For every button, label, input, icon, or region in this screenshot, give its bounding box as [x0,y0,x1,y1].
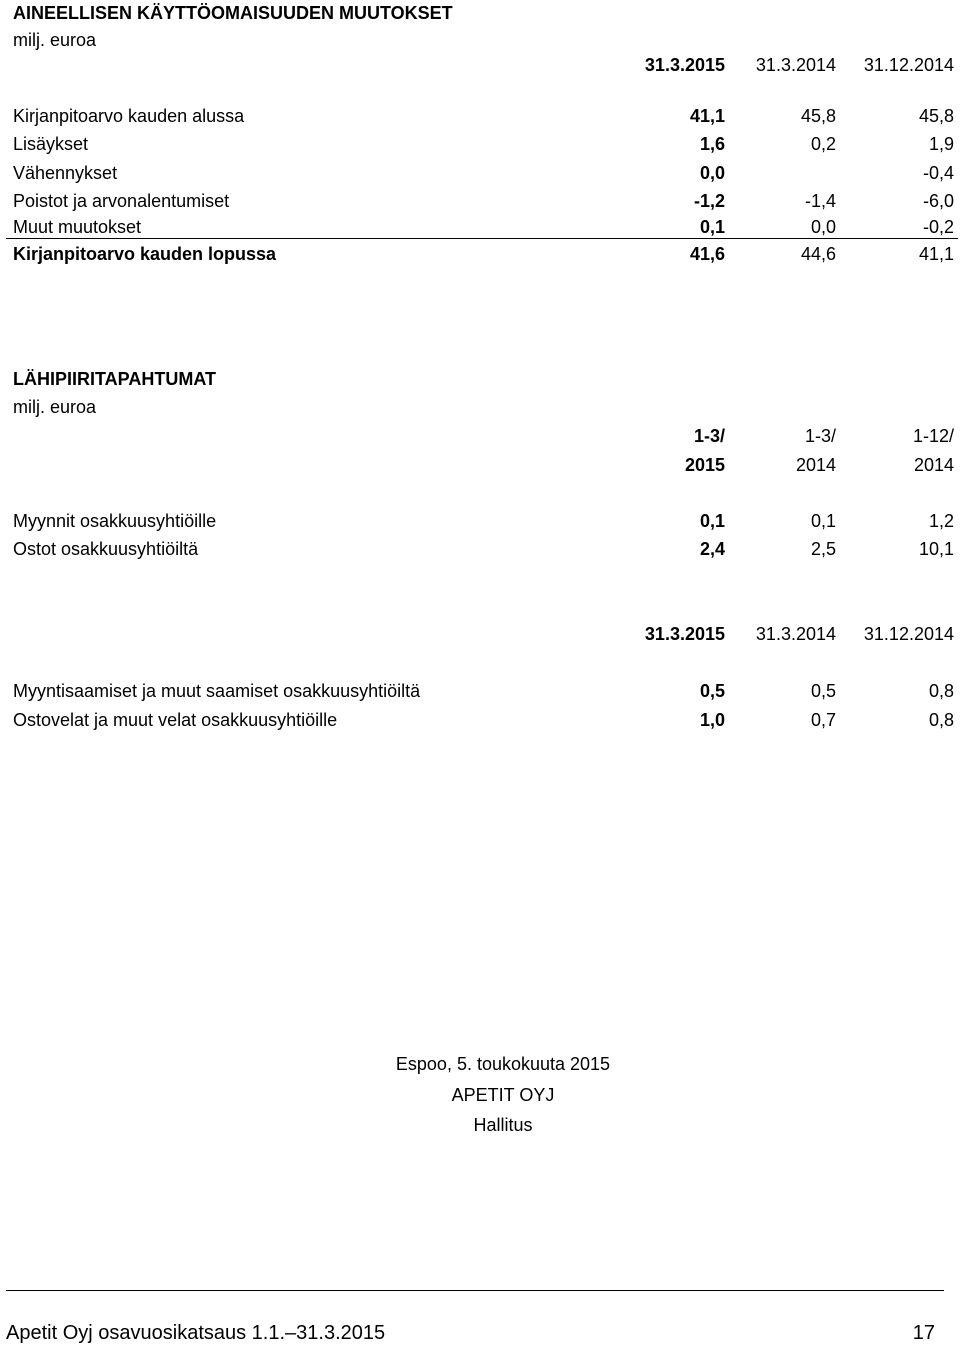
section3-col-header-3: 31.12.2014 [863,624,954,644]
table-cell: 0,1 [699,217,725,237]
table-cell: -1,2 [693,191,725,211]
table-cell: 41,1 [689,106,725,126]
section2-col-header-1a: 1-3/ [693,426,725,446]
section2-col-header-3a: 1-12/ [912,426,954,446]
table-cell: -0,2 [922,217,954,237]
table-row-label: Myyntisaamiset ja muut saamiset osakkuusyhtiöiltä [13,681,421,701]
table-cell: 10,1 [918,539,954,559]
table-row-label: Vähennykset [13,163,118,183]
section2-title: LÄHIPIIRITAPAHTUMAT [13,369,216,389]
section1-col-header-1: 31.3.2015 [644,55,725,75]
table-cell: 1,0 [699,710,725,730]
table-cell: 0,0 [699,163,725,183]
table-row-label-total: Kirjanpitoarvo kauden lopussa [13,244,277,264]
section1-col-header-3: 31.12.2014 [863,55,954,75]
section1-unit: milj. euroa [13,30,97,50]
table-cell: 45,8 [800,106,836,126]
section2-col-header-2a: 1-3/ [804,426,836,446]
table-cell: 1,9 [928,134,954,154]
table-cell: 0,2 [810,134,836,154]
total-rule [6,238,958,239]
section3-col-header-1: 31.3.2015 [644,624,725,644]
footer-rule [6,1290,944,1291]
table-row-label: Muut muutokset [13,217,142,237]
signature-company: APETIT OYJ [451,1085,555,1105]
table-cell: 0,8 [928,710,954,730]
table-cell: 2,5 [810,539,836,559]
section2-col-header-2b: 2014 [795,455,836,475]
section2-col-header-3b: 2014 [913,455,954,475]
section2-unit: milj. euroa [13,397,97,417]
table-cell: 0,7 [810,710,836,730]
table-cell: -0,4 [922,163,954,183]
table-cell: 44,6 [800,244,836,264]
section1-title: AINEELLISEN KÄYTTÖOMAISUUDEN MUUTOKSET [13,3,453,23]
table-row-label: Lisäykset [13,134,89,154]
table-cell: 41,6 [689,244,725,264]
table-cell: 45,8 [918,106,954,126]
table-row-label: Ostovelat ja muut velat osakkuusyhtiöille [13,710,338,730]
table-row-label: Myynnit osakkuusyhtiöille [13,511,217,531]
signature-body: Hallitus [473,1115,533,1135]
signature-place-date: Espoo, 5. toukokuuta 2015 [395,1054,611,1074]
table-row-label: Poistot ja arvonalentumiset [13,191,230,211]
table-cell: 0,8 [928,681,954,701]
table-row-label: Ostot osakkuusyhtiöiltä [13,539,199,559]
table-cell: -1,4 [804,191,836,211]
section2-col-header-1b: 2015 [684,455,725,475]
table-cell: -6,0 [922,191,954,211]
section1-col-header-2: 31.3.2014 [755,55,836,75]
table-cell: 2,4 [699,539,725,559]
table-cell: 1,6 [699,134,725,154]
table-cell: 0,5 [699,681,725,701]
section3-col-header-2: 31.3.2014 [755,624,836,644]
table-cell: 0,0 [810,217,836,237]
table-cell: 41,1 [918,244,954,264]
table-cell: 0,1 [699,511,725,531]
footer-text: Apetit Oyj osavuosikatsaus 1.1.–31.3.2015 [6,1322,386,1344]
table-cell: 1,2 [928,511,954,531]
table-cell: 0,5 [810,681,836,701]
table-cell: 0,1 [810,511,836,531]
table-row-label: Kirjanpitoarvo kauden alussa [13,106,245,126]
page-number: 17 [912,1322,935,1344]
